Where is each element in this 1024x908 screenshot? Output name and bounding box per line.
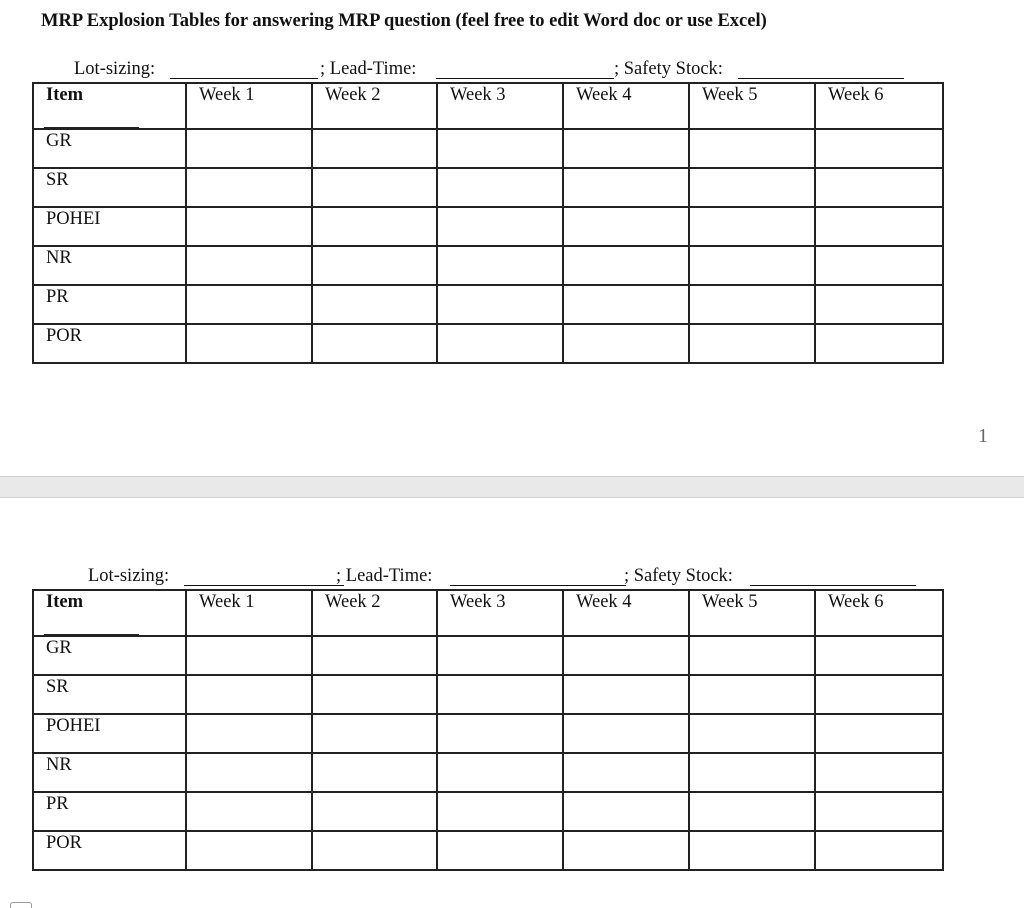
data-cell[interactable] (689, 246, 815, 285)
data-cell[interactable] (312, 636, 437, 675)
data-cell[interactable] (689, 831, 815, 870)
lead-time-label: ; Lead-Time: (336, 566, 433, 586)
week-header (186, 590, 312, 636)
data-cell[interactable] (815, 714, 943, 753)
week-6-label: Week 6 (828, 85, 884, 105)
data-cell[interactable] (312, 285, 437, 324)
data-cell[interactable] (563, 753, 689, 792)
data-cell[interactable] (689, 675, 815, 714)
row-label-gr: GR (46, 131, 72, 151)
week-2-label: Week 2 (325, 592, 381, 612)
data-cell[interactable] (563, 129, 689, 168)
row-label-cell (33, 285, 186, 324)
data-cell[interactable] (563, 675, 689, 714)
data-cell[interactable] (563, 207, 689, 246)
data-cell[interactable] (689, 714, 815, 753)
data-cell[interactable] (312, 246, 437, 285)
week-1-label: Week 1 (199, 85, 255, 105)
week-header (437, 590, 563, 636)
table-row-gr (33, 129, 943, 168)
data-cell[interactable] (312, 753, 437, 792)
table-row-sr (33, 168, 943, 207)
data-cell[interactable] (312, 792, 437, 831)
row-label-cell (33, 207, 186, 246)
data-cell[interactable] (186, 246, 312, 285)
data-cell[interactable] (186, 714, 312, 753)
data-cell[interactable] (689, 792, 815, 831)
lead-time-blank[interactable] (436, 78, 614, 79)
table-row-pr (33, 792, 943, 831)
week-header (312, 590, 437, 636)
item-name-blank[interactable] (44, 127, 139, 128)
lot-sizing-blank[interactable] (184, 585, 344, 586)
data-cell[interactable] (312, 831, 437, 870)
data-cell[interactable] (186, 324, 312, 363)
safety-stock-label: ; Safety Stock: (624, 566, 733, 586)
row-label-cell (33, 714, 186, 753)
document-page-2 (0, 498, 1024, 908)
data-cell[interactable] (437, 792, 563, 831)
table-row-gr (33, 636, 943, 675)
week-1-label: Week 1 (199, 592, 255, 612)
lot-sizing-label: Lot-sizing: (74, 59, 156, 79)
row-label-pr: PR (46, 287, 69, 307)
row-label-cell (33, 792, 186, 831)
week-5-label: Week 5 (702, 85, 758, 105)
week-header (312, 83, 437, 129)
data-cell[interactable] (689, 168, 815, 207)
table-row-pohei (33, 714, 943, 753)
row-label-cell (33, 675, 186, 714)
comment-marker-icon (10, 902, 32, 908)
table-row-pr (33, 285, 943, 324)
item-header: Item (46, 85, 83, 105)
row-label-pohei: POHEI (46, 209, 101, 229)
data-cell[interactable] (689, 207, 815, 246)
page-number: 1 (978, 425, 988, 447)
data-cell[interactable] (563, 168, 689, 207)
week-header (437, 83, 563, 129)
data-cell[interactable] (815, 324, 943, 363)
data-cell[interactable] (186, 129, 312, 168)
lot-sizing-blank[interactable] (170, 78, 318, 79)
item-header-cell (33, 83, 186, 129)
safety-stock-label: ; Safety Stock: (614, 59, 723, 79)
row-label-cell (33, 168, 186, 207)
row-label-nr: NR (46, 248, 72, 268)
data-cell[interactable] (815, 207, 943, 246)
week-4-label: Week 4 (576, 592, 632, 612)
mrp-table-2 (32, 589, 944, 871)
data-cell[interactable] (312, 324, 437, 363)
week-header (689, 590, 815, 636)
data-cell[interactable] (563, 324, 689, 363)
row-label-pohei: POHEI (46, 716, 101, 736)
data-cell[interactable] (563, 285, 689, 324)
data-cell[interactable] (689, 285, 815, 324)
data-cell[interactable] (563, 636, 689, 675)
data-cell[interactable] (815, 168, 943, 207)
mrp-table-1 (32, 82, 944, 364)
data-cell[interactable] (563, 792, 689, 831)
data-cell[interactable] (815, 753, 943, 792)
data-cell[interactable] (815, 246, 943, 285)
data-cell[interactable] (186, 207, 312, 246)
row-label-cell (33, 753, 186, 792)
item-name-blank[interactable] (44, 634, 139, 635)
data-cell[interactable] (186, 831, 312, 870)
data-cell[interactable] (186, 168, 312, 207)
week-header (815, 83, 943, 129)
data-cell[interactable] (312, 714, 437, 753)
week-header (815, 590, 943, 636)
lot-sizing-label: Lot-sizing: (88, 566, 170, 586)
row-label-por: POR (46, 833, 82, 853)
data-cell[interactable] (815, 636, 943, 675)
data-cell[interactable] (689, 753, 815, 792)
data-cell[interactable] (312, 675, 437, 714)
row-label-cell (33, 246, 186, 285)
week-6-label: Week 6 (828, 592, 884, 612)
data-cell[interactable] (186, 285, 312, 324)
week-header (563, 590, 689, 636)
safety-stock-blank[interactable] (750, 585, 916, 586)
row-label-cell (33, 129, 186, 168)
data-cell[interactable] (186, 753, 312, 792)
page-separator (0, 476, 1024, 498)
table-row-pohei (33, 207, 943, 246)
row-label-pr: PR (46, 794, 69, 814)
week-5-label: Week 5 (702, 592, 758, 612)
table-row-nr (33, 246, 943, 285)
data-cell[interactable] (437, 636, 563, 675)
row-label-sr: SR (46, 170, 69, 190)
row-label-cell (33, 324, 186, 363)
data-cell[interactable] (563, 831, 689, 870)
row-label-nr: NR (46, 755, 72, 775)
table-header-row (33, 83, 943, 129)
data-cell[interactable] (815, 285, 943, 324)
data-cell[interactable] (815, 675, 943, 714)
table-row-por (33, 324, 943, 363)
table-row-nr (33, 753, 943, 792)
lead-time-blank[interactable] (450, 585, 626, 586)
document-title: MRP Explosion Tables for answering MRP question (feel free to edit Word doc or use Excel) (41, 11, 767, 31)
data-cell[interactable] (186, 792, 312, 831)
data-cell[interactable] (437, 129, 563, 168)
data-cell[interactable] (312, 168, 437, 207)
data-cell[interactable] (437, 714, 563, 753)
table-header-row (33, 590, 943, 636)
data-cell[interactable] (437, 285, 563, 324)
week-2-label: Week 2 (325, 85, 381, 105)
data-cell[interactable] (312, 207, 437, 246)
table-row-por (33, 831, 943, 870)
data-cell[interactable] (563, 714, 689, 753)
data-cell[interactable] (815, 792, 943, 831)
data-cell[interactable] (437, 831, 563, 870)
week-4-label: Week 4 (576, 85, 632, 105)
lead-time-label: ; Lead-Time: (320, 59, 417, 79)
week-header (186, 83, 312, 129)
week-3-label: Week 3 (450, 85, 506, 105)
table-row-sr (33, 675, 943, 714)
data-cell[interactable] (689, 324, 815, 363)
safety-stock-blank[interactable] (738, 78, 904, 79)
row-label-gr: GR (46, 638, 72, 658)
mrp-parameters-line-1 (74, 59, 904, 83)
data-cell[interactable] (437, 246, 563, 285)
data-cell[interactable] (186, 675, 312, 714)
data-cell[interactable] (437, 207, 563, 246)
data-cell[interactable] (815, 129, 943, 168)
row-label-cell (33, 831, 186, 870)
data-cell[interactable] (437, 324, 563, 363)
week-header (563, 83, 689, 129)
week-header (689, 83, 815, 129)
data-cell[interactable] (437, 675, 563, 714)
mrp-parameters-line-2 (88, 566, 916, 590)
data-cell[interactable] (563, 246, 689, 285)
row-label-por: POR (46, 326, 82, 346)
item-header: Item (46, 592, 83, 612)
week-3-label: Week 3 (450, 592, 506, 612)
row-label-sr: SR (46, 677, 69, 697)
data-cell[interactable] (186, 636, 312, 675)
data-cell[interactable] (689, 636, 815, 675)
data-cell[interactable] (689, 129, 815, 168)
data-cell[interactable] (437, 168, 563, 207)
row-label-cell (33, 636, 186, 675)
item-header-cell (33, 590, 186, 636)
data-cell[interactable] (815, 831, 943, 870)
data-cell[interactable] (312, 129, 437, 168)
data-cell[interactable] (437, 753, 563, 792)
